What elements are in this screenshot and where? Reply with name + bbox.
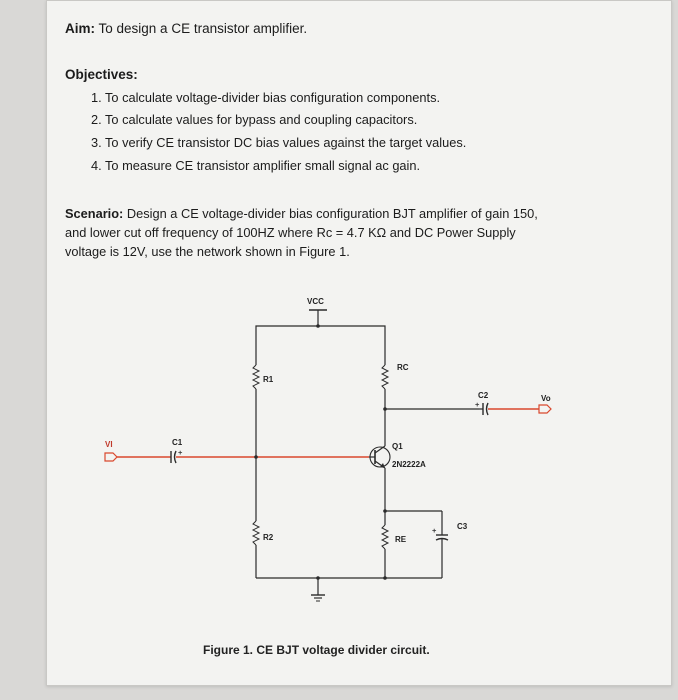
re-label: RE [395,535,407,544]
q1-transistor [369,442,426,469]
r2-resistor [253,521,274,545]
vo-label: Vo [541,394,551,403]
c3-label: C3 [457,522,468,531]
svg-text:+: + [432,526,437,535]
transistor-part-label: 2N2222A [392,460,426,469]
c3-capacitor [432,511,468,578]
vcc-label: VCC [307,297,324,306]
scenario-line-2: and lower cut off frequency of 100HZ where Rc = 4.7 KΩ and DC Power Supply [65,225,516,240]
aim-text: To design a CE transistor amplifier. [98,21,308,36]
r1-label: R1 [263,375,274,384]
objective-item-4: 4. To measure CE transistor amplifier small signal ac gain. [91,158,421,173]
scenario-label: Scenario: [65,206,124,221]
objectives-title: Objectives: [65,67,138,82]
c2-capacitor [475,391,489,415]
objective-item-3: 3. To verify CE transistor DC bias values against the target values. [91,135,467,150]
circuit-diagram [47,1,671,685]
aim-label: Aim: [65,21,95,36]
vi-port [105,440,117,461]
svg-text:+: + [475,400,480,409]
rc-resistor [382,363,409,389]
figure-caption: Figure 1. CE BJT voltage divider circuit. [203,643,430,657]
vi-label: VI [105,440,113,449]
vo-port [539,394,551,413]
scenario-line-3: voltage is 12V, use the network shown in Figure 1. [65,244,350,259]
q1-label: Q1 [392,442,403,451]
scenario-text-1: Design a CE voltage-divider bias configuration BJT amplifier of gain 150, [126,206,538,221]
top-rail-wire [256,326,385,365]
r2-label: R2 [263,533,274,542]
document-page [46,0,672,686]
objective-item-2: 2. To calculate values for bypass and coupling capacitors. [91,112,418,127]
c1-capacitor [171,438,183,463]
rc-label: RC [397,363,409,372]
r1-resistor [253,365,274,389]
re-resistor [382,525,407,549]
vcc-terminal [307,297,327,326]
c1-label: C1 [172,438,183,447]
c2-label: C2 [478,391,489,400]
svg-text:+: + [178,448,183,457]
ground-symbol [311,578,325,601]
objective-item-1: 1. To calculate voltage-divider bias configuration components. [91,90,441,105]
